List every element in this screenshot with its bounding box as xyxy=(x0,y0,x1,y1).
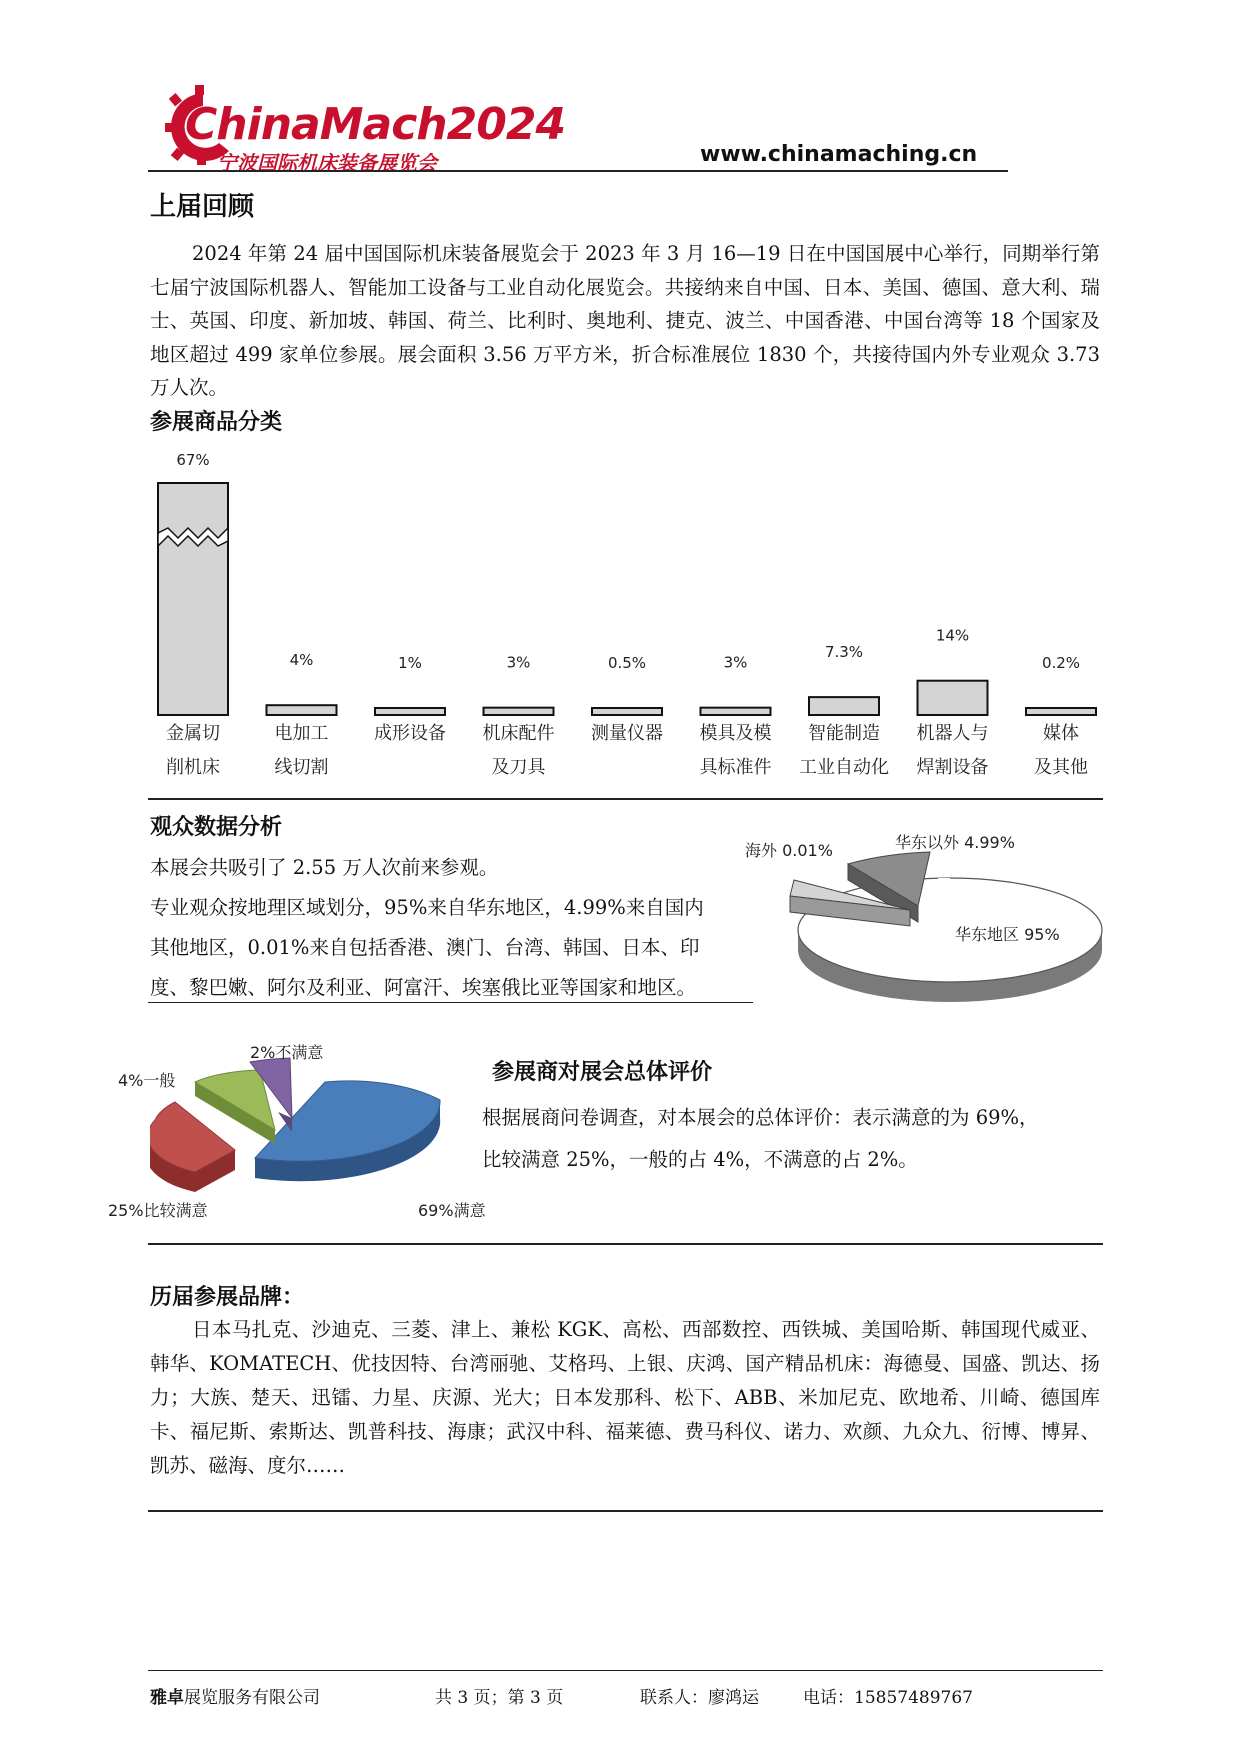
bar-category-line: 模具及模 xyxy=(699,723,772,744)
bar-data-label: 3% xyxy=(506,653,531,672)
bar-data-label: 0.5% xyxy=(607,654,647,672)
bar-category-line: 工业自动化 xyxy=(799,757,889,778)
pie-label-outside-east: 华东以外 4.99% xyxy=(895,833,1015,852)
pie-label-satisfied: 69%满意 xyxy=(418,1201,486,1220)
footer-contact: 联系人：廖鸿运 xyxy=(640,1688,759,1708)
footer-phone: 电话：15857489767 xyxy=(803,1688,973,1708)
bar-category-line xyxy=(572,751,682,785)
logo xyxy=(165,85,566,175)
evaluation-line: 根据展商问卷调查，对本展会的总体评价：表示满意的为 69%， xyxy=(482,1106,1039,1129)
bar-category-label xyxy=(464,717,574,785)
bar-category-label xyxy=(789,717,899,785)
bar-category-label xyxy=(1006,717,1116,785)
bar xyxy=(1026,708,1096,715)
bar-category-line: 焊割设备 xyxy=(916,757,989,778)
bar-category-label xyxy=(138,717,248,785)
audience-line: 本展会共吸引了 2.55 万人次前来参观。 xyxy=(150,856,499,879)
bar xyxy=(592,708,662,715)
logo-brand: ChinaMach2024 xyxy=(185,99,566,150)
bar-data-label: 14% xyxy=(935,626,970,645)
bar-category-label xyxy=(572,717,682,785)
bar-category-line: 电加工 xyxy=(274,723,329,744)
bar-category-line: 削机床 xyxy=(166,757,220,778)
evaluation-line: 比较满意 25%，一般的占 4%，不满意的占 2%。 xyxy=(482,1148,918,1171)
section-title-review: 上届回顾 xyxy=(150,192,255,222)
section-title-brands: 历届参展品牌： xyxy=(150,1285,305,1310)
audience-underline xyxy=(148,1002,753,1003)
bar-category-label xyxy=(247,717,357,785)
bar xyxy=(484,708,554,715)
region-pie-chart xyxy=(780,840,1110,1020)
bar-category-line: 及刀具 xyxy=(491,757,546,778)
bar-category-line xyxy=(355,751,465,785)
bar-data-label: 0.2% xyxy=(1041,654,1081,672)
bar-category-line: 具标准件 xyxy=(699,757,772,778)
footer-company-rest: 展览服务有限公司 xyxy=(184,1688,320,1708)
bar-category-line: 及其他 xyxy=(1034,757,1088,778)
footer-company xyxy=(150,1683,320,1708)
footer-company-bold: 雅卓 xyxy=(150,1688,184,1708)
divider-2 xyxy=(148,1243,1103,1245)
brands-paragraph: 日本马扎克、沙迪克、三菱、津上、兼松 KGK、高松、西部数控、西铁城、美国哈斯、韩国现代威亚、韩华、KOMATECH、优技因特、台湾丽驰、艾格玛、上银、庆鸿、国产精品机床：海德曼、国盛、凯达、扬力；大族、楚天、迅镭、力星、庆源、光大；日本发那科、松下、ABB、米加尼克、欧地希、川崎、德国库卡、福尼斯、索斯达、凯普科技、海康；武汉中科、福莱德、费马科仪、诺力、欢颜、九众九、衍博、博昇、凯苏、磁海、度尔…… xyxy=(150,1318,1100,1477)
pie-label-overseas: 海外 0.01% xyxy=(745,841,833,860)
audience-line: 度、黎巴嫩、阿尔及利亚、阿富汗、埃塞俄比亚等国家和地区。 xyxy=(150,976,697,999)
bar-category-line: 金属切 xyxy=(166,723,220,744)
logo-subtitle: 宁波国际机床装备展览会 xyxy=(217,151,437,175)
bar-category-line: 机器人与 xyxy=(916,723,989,744)
bar-data-label: 3% xyxy=(723,653,748,672)
bar xyxy=(375,708,445,715)
bar-category-line: 机床配件 xyxy=(482,723,555,744)
footer-pages: 共 3 页；第 3 页 xyxy=(435,1688,564,1708)
pie-label-fairly-satisfied: 25%比较满意 xyxy=(108,1201,208,1220)
bar xyxy=(809,697,879,715)
section-title-evaluation: 参展商对展会总体评价 xyxy=(492,1060,713,1085)
divider-3 xyxy=(148,1510,1103,1512)
header-divider xyxy=(148,170,1008,172)
bar-category-line: 测量仪器 xyxy=(591,723,663,744)
bar-data-label: 4% xyxy=(289,651,314,670)
pie-label-unsatisfied: 2%不满意 xyxy=(250,1043,324,1062)
bar-category-line: 媒体 xyxy=(1043,723,1079,744)
section-title-audience: 观众数据分析 xyxy=(150,815,283,840)
pie-label-average: 4%一般 xyxy=(118,1071,176,1090)
section-title-categories: 参展商品分类 xyxy=(150,410,283,435)
review-paragraph: 2024 年第 24 届中国国际机床装备展览会于 2023 年 3 月 16—19 日在中国国展中心举行，同期举行第七届宁波国际机器人、智能加工设备与工业自动化展览会。共接纳来自中国、日本、美国、德国、意大利、瑞士、英国、印度、新加坡、韩国、荷兰、比利时、奥地利、捷克、波兰、中国香港、中国台湾等 18 个国家及地区超过 499 家单位参展。展会面积 3.56 万平方米，折合标准展位 1830 个，共接待国内外专业观众 3.73 万人次。 xyxy=(150,242,1100,399)
bar xyxy=(158,483,228,715)
bar-category-line: 智能制造 xyxy=(808,723,880,744)
footer-divider xyxy=(148,1670,1103,1671)
audience-line: 其他地区，0.01%来自包括香港、澳门、台湾、韩国、日本、印 xyxy=(150,936,700,959)
bar xyxy=(918,681,988,715)
bar xyxy=(267,705,337,715)
divider-1 xyxy=(148,798,1103,800)
bar-category-line: 成形设备 xyxy=(374,723,446,744)
bar-data-label: 67% xyxy=(176,451,210,469)
pie-label-huadong: 华东地区 95% xyxy=(955,925,1060,944)
bar-data-label: 7.3% xyxy=(824,643,864,662)
bar-data-label: 1% xyxy=(398,654,422,672)
site-url[interactable]: www.chinamaching.cn xyxy=(700,142,978,167)
bar xyxy=(701,708,771,715)
bar-category-label xyxy=(898,717,1008,785)
bar-category-label xyxy=(355,717,465,785)
bar-category-label xyxy=(681,717,791,785)
audience-line: 专业观众按地理区域划分，95%来自华东地区，4.99%来自国内 xyxy=(150,896,704,919)
bar-category-line: 线切割 xyxy=(274,757,329,778)
